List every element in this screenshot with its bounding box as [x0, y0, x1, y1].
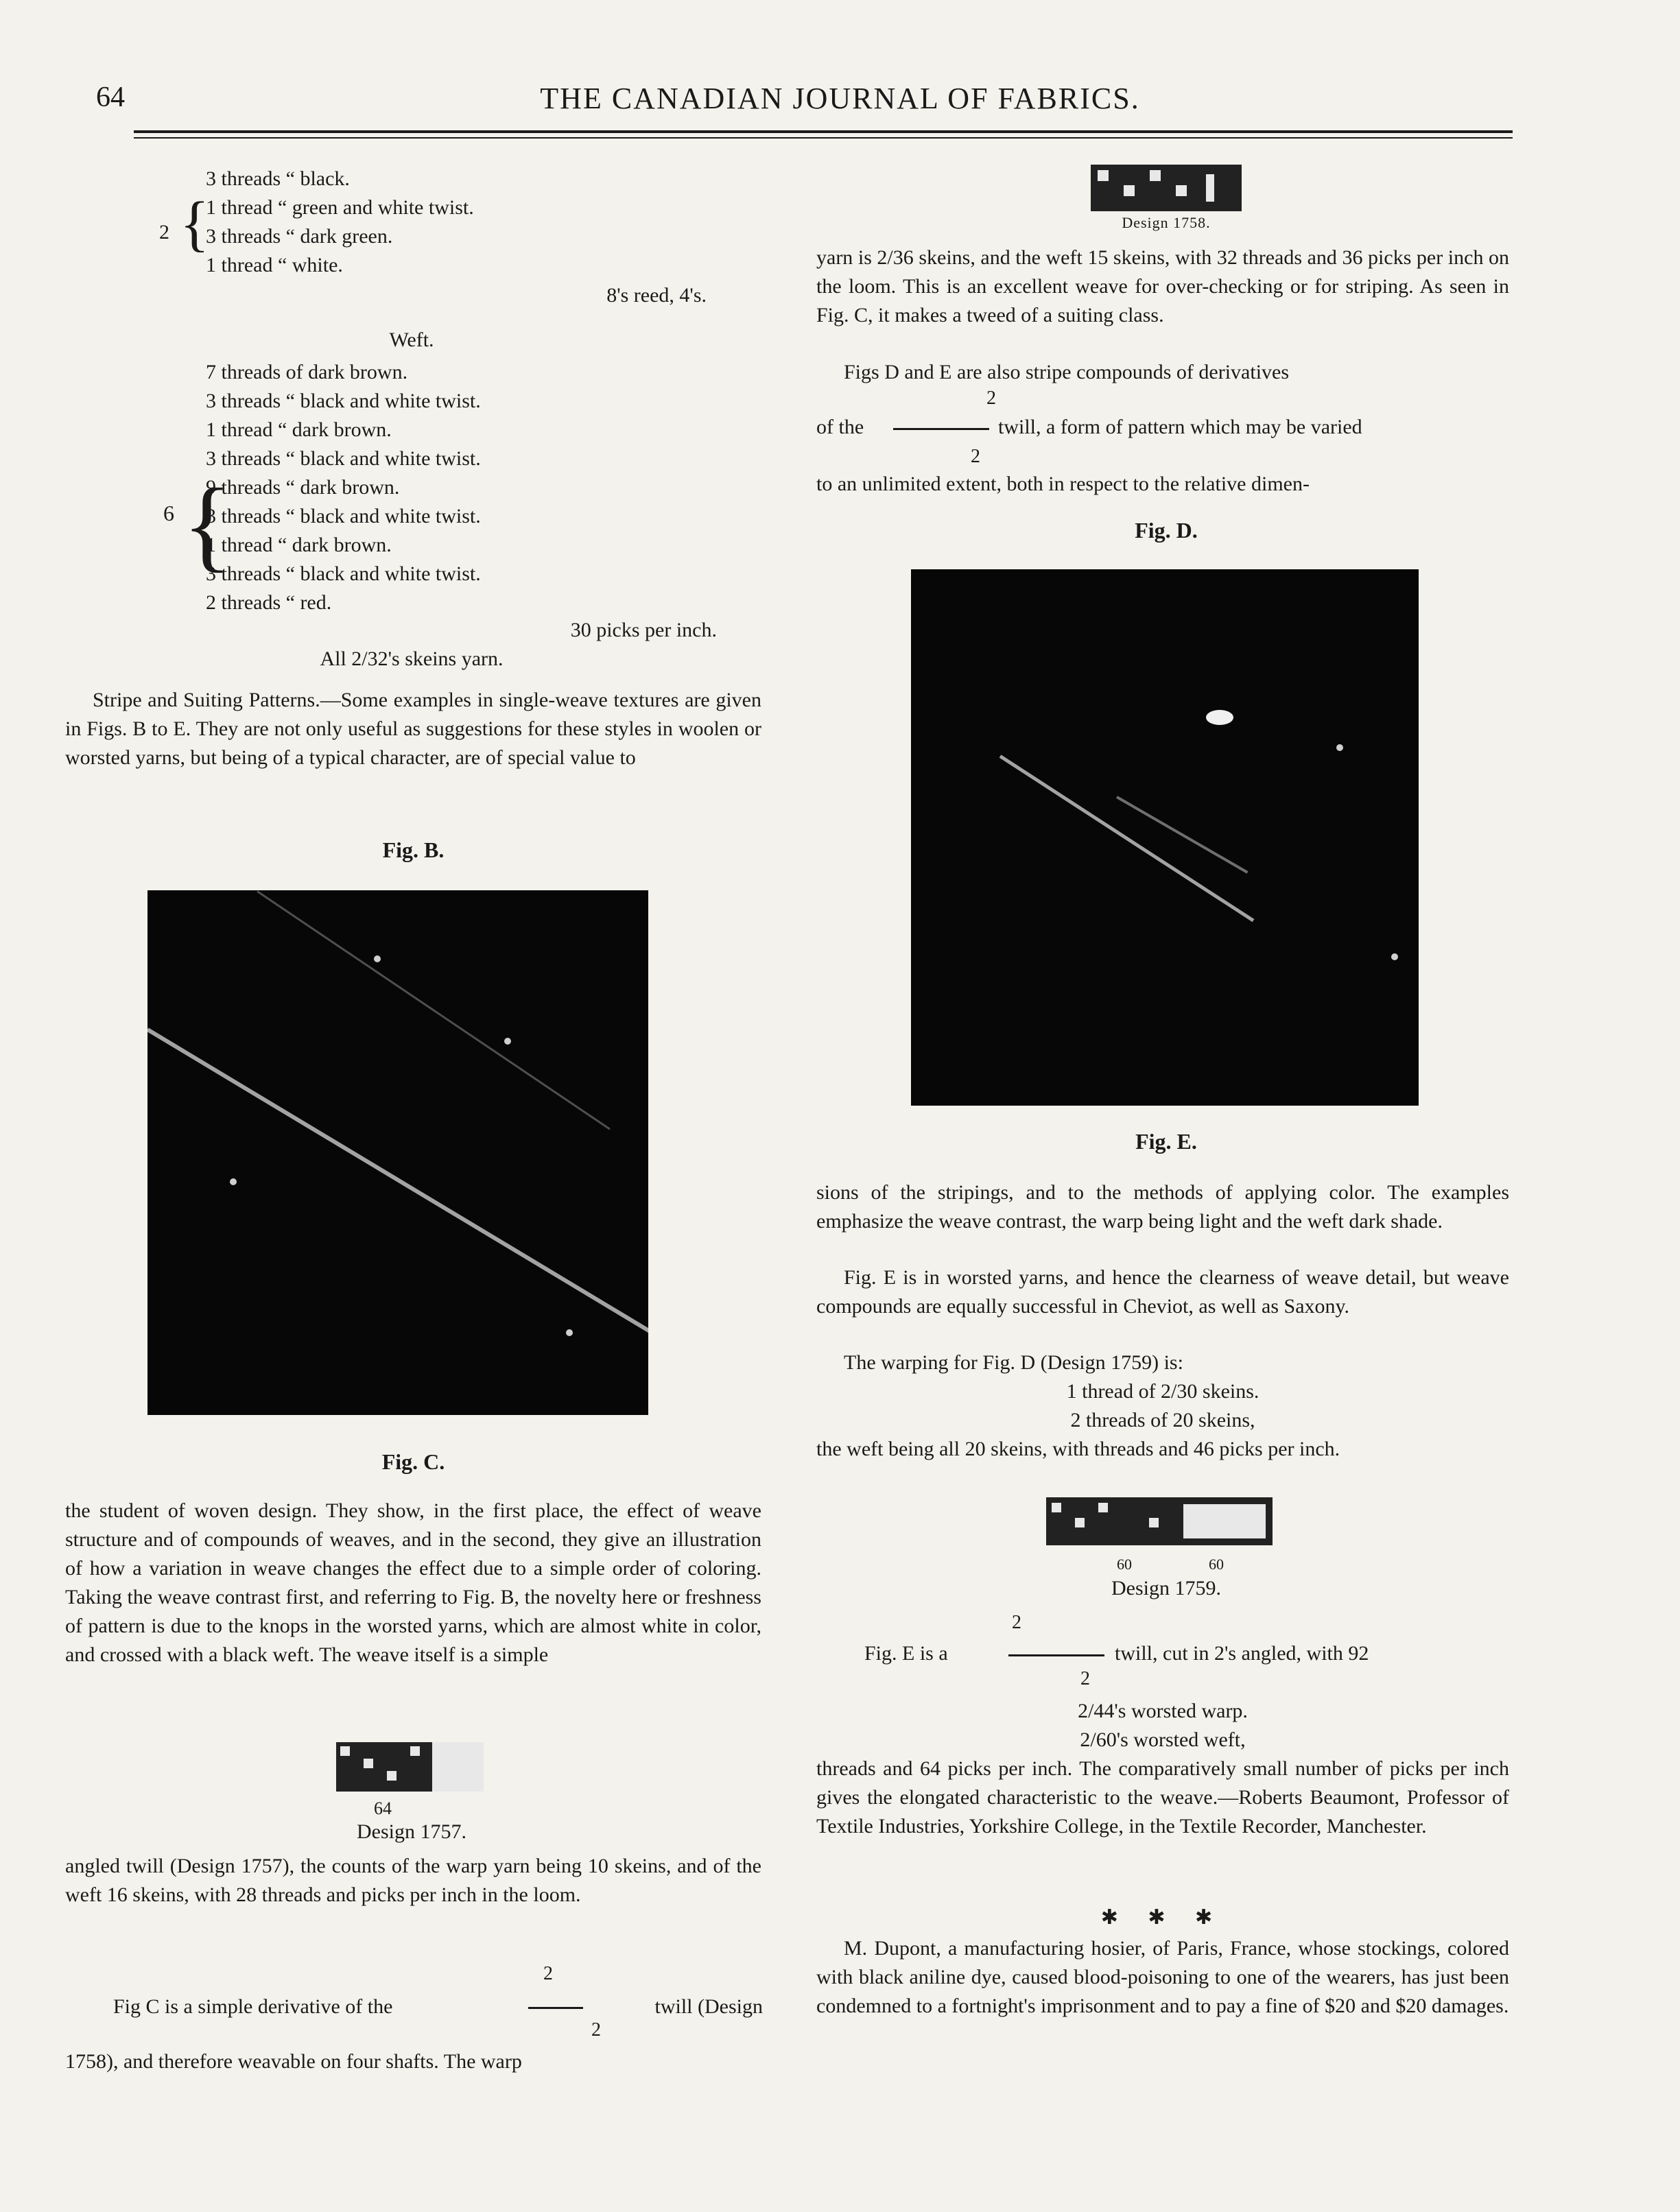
weft-line: 3 threads “ black and white twist.	[206, 505, 481, 527]
weft-heading: Weft.	[389, 329, 434, 351]
fraction-bottom: 2	[971, 446, 980, 467]
knop-streak	[147, 1027, 648, 1335]
worsted-warp: 2/44's worsted warp.	[1078, 1700, 1248, 1722]
yarn-note: All 2/32's skeins yarn.	[320, 647, 504, 670]
fig-e-label: Fig. E.	[1135, 1129, 1197, 1154]
knop-dot	[1336, 744, 1343, 751]
warp-line: 3 threads “ dark green.	[206, 225, 393, 248]
paragraph-1758: 1758), and therefore weavable on four shafts. The warp	[65, 2050, 522, 2073]
warping-line-2: 2 threads of 20 skeins,	[1070, 1409, 1255, 1431]
paragraph-dupont: M. Dupont, a manufacturing hosier, of Paris, France, whose stockings, colored with black aniline dye, caused blood-poisoning to one of the wearers, has just been condemned to a fortnight's imprisonment and to pay a fine of $20 and $20 damages.	[816, 1937, 1509, 2017]
fraction-top: 2	[543, 1963, 553, 1984]
warp-brace: {	[180, 190, 210, 258]
knop-dot	[230, 1178, 237, 1185]
knop-dot	[1206, 710, 1233, 725]
journal-title: THE CANADIAN JOURNAL OF FABRICS.	[540, 82, 1140, 115]
fig-d-label: Fig. D.	[1135, 518, 1198, 543]
weft-line: 1 thread “ dark brown.	[206, 534, 392, 556]
fraction-bottom: 2	[591, 2019, 601, 2041]
design-1759-count-a: 60	[1117, 1556, 1132, 1573]
design-1758-diagram	[1091, 165, 1242, 211]
warp-line: 1 thread “ white.	[206, 254, 343, 276]
warp-list	[206, 165, 755, 280]
paragraph-weft-skeins: the weft being all 20 skeins, with threads and 46 picks per inch.	[816, 1438, 1340, 1460]
design-1757-caption: Design 1757.	[357, 1820, 466, 1843]
section-separator: ✱ ✱ ✱	[1100, 1906, 1225, 1929]
design-1759-count-b: 60	[1209, 1556, 1224, 1573]
fig-e-photograph	[911, 569, 1419, 1106]
fig-c-photograph	[147, 890, 648, 1415]
design-1759-diagram	[1046, 1497, 1273, 1545]
fraction-bar	[893, 428, 989, 430]
paragraph-warp-yarn: yarn is 2/36 skeins, and the weft 15 skeins, with 32 threads and 36 picks per inch on the loom. This is an excellent weave for over-checking or for striping. As seen in Fig. C, it makes a tweed of a suiting class.	[816, 246, 1509, 326]
twill-form-text: twill, a form of pattern which may be varied	[998, 416, 1362, 438]
weft-line: 7 threads of dark brown.	[206, 361, 408, 383]
knop-dot	[1391, 953, 1398, 960]
design-1759-caption: Design 1759.	[1111, 1577, 1221, 1599]
paragraph-figs-de: Figs D and E are also stripe compounds of derivatives	[844, 361, 1290, 383]
knop-dot	[566, 1329, 573, 1336]
design-1758-caption: Design 1758.	[1122, 214, 1211, 231]
fig-c-label: Fig. C.	[381, 1449, 445, 1474]
fraction-bar	[528, 2007, 583, 2009]
weft-list	[206, 358, 755, 617]
warp-line: 1 thread “ green and white twist.	[206, 196, 474, 219]
warping-intro: The warping for Fig. D (Design 1759) is:	[844, 1351, 1183, 1374]
worsted-weft: 2/60's worsted weft,	[1080, 1728, 1246, 1751]
weft-line: 3 threads “ black and white twist.	[206, 562, 481, 585]
fraction-top: 2	[986, 388, 996, 409]
paragraph-picks-per-inch: threads and 64 picks per inch. The comparatively small number of picks per inch gives the elongated characteristic to the weave.—Roberts Beaumont, Professor of Textile Industries, Yorkshire College, in the Textile Recorder, Manchester.	[816, 1757, 1509, 1838]
warp-line: 3 threads “ black.	[206, 167, 350, 190]
weft-line: 3 threads “ black and white twist.	[206, 447, 481, 470]
weft-brace: {	[182, 468, 232, 582]
paragraph-student: the student of woven design. They show, in the first place, the effect of weave structure and of compounds of weaves, and in the second, they give an illustration of how a variation in weave changes the effect due to a simple order of coloring. Taking the weave contrast first, and referring to Fig. B, the novelty here or freshness of pattern is due to the knops in the worsted yarns, which are almost white in color, and crossed with a black weft. The weave itself is a simple	[65, 1499, 761, 1666]
weft-line: 1 thread “ dark brown.	[206, 418, 392, 441]
warp-repeat: 2	[159, 221, 169, 243]
weave-streak	[1116, 796, 1249, 873]
paragraph-angled-twill: angled twill (Design 1757), the counts of the warp yarn being 10 skeins, and of the weft 16 skeins, with 28 threads and picks per inch in the loom.	[65, 1855, 761, 1906]
knop-dot	[504, 1038, 511, 1045]
fig-b-label: Fig. B.	[382, 837, 445, 862]
fig-e-twill-text: twill, cut in 2's angled, with 92	[1115, 1642, 1369, 1665]
of-the-text: of the	[816, 416, 864, 438]
knop-streak	[257, 890, 611, 1130]
weave-streak	[999, 754, 1255, 922]
warping-line-1: 1 thread of 2/30 skeins.	[1066, 1380, 1259, 1403]
unlimited-text: to an unlimited extent, both in respect to the relative dimen-	[816, 473, 1310, 495]
header-rule-thin	[134, 137, 1513, 139]
design-1757-count: 64	[374, 1798, 392, 1818]
fig-c-derivative-text: Fig C is a simple derivative of the	[113, 1995, 393, 2018]
weft-line: 3 threads “ black and white twist.	[206, 390, 481, 412]
fraction-bottom: 2	[1080, 1668, 1090, 1689]
design-1757-diagram	[336, 1742, 484, 1792]
fraction-bar	[1008, 1654, 1104, 1656]
paragraph-stripings: sions of the stripings, and to the methods of applying color. The examples emphasize the weave contrast, the warp being light and the weft dark shade.	[816, 1181, 1509, 1233]
paragraph-stripe-patterns: Stripe and Suiting Patterns.—Some examples in single-weave textures are given in Figs. B to E. They are not only useful as suggestions for these styles in woolen or worsted yarns, but being of a typical character, are of special value to	[65, 689, 761, 769]
weft-line: 9 threads “ dark brown.	[206, 476, 400, 499]
paragraph-fig-e-worsted: Fig. E is in worsted yarns, and hence the clearness of weave detail, but weave compounds are equally successful in Cheviot, as well as Saxony.	[816, 1266, 1509, 1318]
page-number: 64	[96, 82, 125, 113]
weft-repeat: 6	[163, 501, 174, 525]
picks-note: 30 picks per inch.	[570, 619, 717, 641]
twill-design-text: twill (Design	[654, 1995, 763, 2018]
reed-note: 8's reed, 4's.	[606, 284, 707, 307]
fig-e-is-text: Fig. E is a	[864, 1642, 948, 1665]
header-rule	[134, 130, 1513, 133]
knop-dot	[374, 955, 381, 962]
weft-line: 2 threads “ red.	[206, 591, 332, 614]
fraction-top: 2	[1012, 1612, 1021, 1633]
